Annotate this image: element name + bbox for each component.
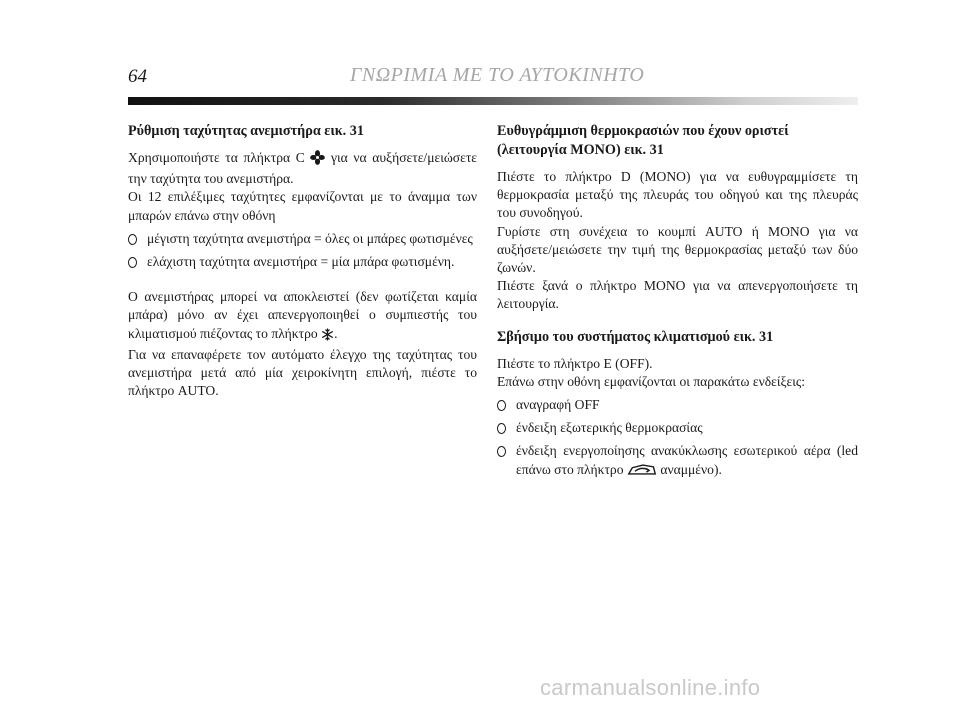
text-span: .	[334, 325, 338, 341]
page-header	[0, 0, 960, 110]
fan-speed-paragraph-4: Για να επαναφέρετε τον αυτόματο έλεγχο της ταχύτητας του ανεμιστήρα μετά από μία χειροκίνητη επιλογή, πιέστε το πλήκτρο AUTO.	[128, 346, 477, 399]
off-list	[497, 396, 858, 482]
off-paragraph-1: Πιέστε το πλήκτρο E (OFF).	[497, 355, 653, 371]
spacer	[497, 314, 858, 328]
bullet-icon	[497, 446, 506, 457]
text-span: Χρησιμοποιήστε τα πλήκτρα C	[128, 150, 305, 165]
list-item-text: αναμμένο).	[660, 461, 722, 477]
bullet-icon	[128, 257, 137, 268]
snowflake-icon	[321, 328, 334, 346]
bullet-icon	[128, 234, 137, 245]
list-item	[497, 419, 858, 437]
list-item-text: ελάχιστη ταχύτητα ανεμιστήρα = μία μπάρα φωτισμένη.	[147, 254, 455, 270]
list-item	[497, 396, 858, 414]
off-paragraph-2: Επάνω στην οθόνη εμφανίζονται οι παρακάτω ενδείξεις:	[497, 373, 806, 389]
list-item-text: μέγιστη ταχύτητα ανεμιστήρα = όλες οι μπάρες φωτισμένες	[147, 230, 473, 246]
list-item-text: ένδειξη εξωτερικής θερμοκρασίας	[516, 420, 703, 436]
watermark: carmanualsonline.info	[540, 675, 761, 700]
list-item	[497, 442, 858, 481]
fan-speed-paragraph-3	[128, 288, 477, 346]
list-item-text: ένδειξη ενεργοποίησης ανακύκλωσης εσωτερικού αέρα (led επάνω στο πλήκτρο	[516, 443, 858, 477]
mono-heading: Ευθυγράμμιση θερμοκρασιών που έχουν οριστεί (λειτουργία MONO) εικ. 31	[497, 123, 789, 158]
header-rule	[128, 97, 858, 105]
left-column	[128, 122, 477, 400]
fan-speed-paragraph-1	[128, 149, 477, 188]
list-item	[128, 230, 477, 248]
off-heading: Σβήσιμο του συστήματος κλιματισμού εικ. 31	[497, 328, 774, 345]
text-span: για να αυξήσετε/μειώσετε την ταχύτητα του ανεμιστήρα.	[128, 150, 478, 187]
fan-speed-heading: Ρύθμιση ταχύτητας ανεμιστήρα εικ. 31	[128, 123, 364, 139]
mono-paragraph-3: Πιέστε ξανά ο πλήκτρο MONO για να απενεργοποιήσετε τη λειτουργία.	[497, 278, 858, 312]
list-item	[128, 253, 477, 271]
spacer	[128, 276, 477, 288]
mono-paragraph-1: Πιέστε το πλήκτρο D (MONO) για να ευθυγραμμίσετε τη θερμοκρασία μεταξύ της πλευράς του οδηγού και της πλευράς του συνοδηγού.	[497, 169, 858, 221]
page-number: 64	[128, 66, 147, 87]
fan-speed-paragraph-2: Οι 12 επιλέξιμες ταχύτητες εμφανίζονται με το άναμμα των μπαρών επάνω στην οθόνη	[128, 189, 477, 223]
recirculation-car-icon	[627, 462, 657, 482]
bullet-icon	[497, 423, 506, 434]
right-column	[497, 122, 858, 487]
bullet-icon	[497, 400, 506, 411]
list-item-text: αναγραφή OFF	[516, 397, 600, 413]
running-title: ΓΝΩΡΙΜΙΑ ΜΕ ΤΟ ΑΥΤΟΚΙΝΗΤΟ	[350, 64, 645, 86]
mono-paragraph-2: Γυρίστε στη συνέχεια το κουμπί AUTO ή MONO για να αυξήσετε/μειώσετε την τιμή της θερμοκρασίας μεταξύ των δύο ζωνών.	[497, 223, 858, 276]
text-span: Ο ανεμιστήρας μπορεί να αποκλειστεί (δεν φωτίζεται καμία μπάρα) μόνο αν έχει απενεργοποιηθεί ο συμπιεστής του κλιματισμού πιέζοντας το πλήκτρο	[128, 289, 477, 341]
fan-icon	[310, 150, 325, 170]
fan-speed-list	[128, 230, 477, 271]
